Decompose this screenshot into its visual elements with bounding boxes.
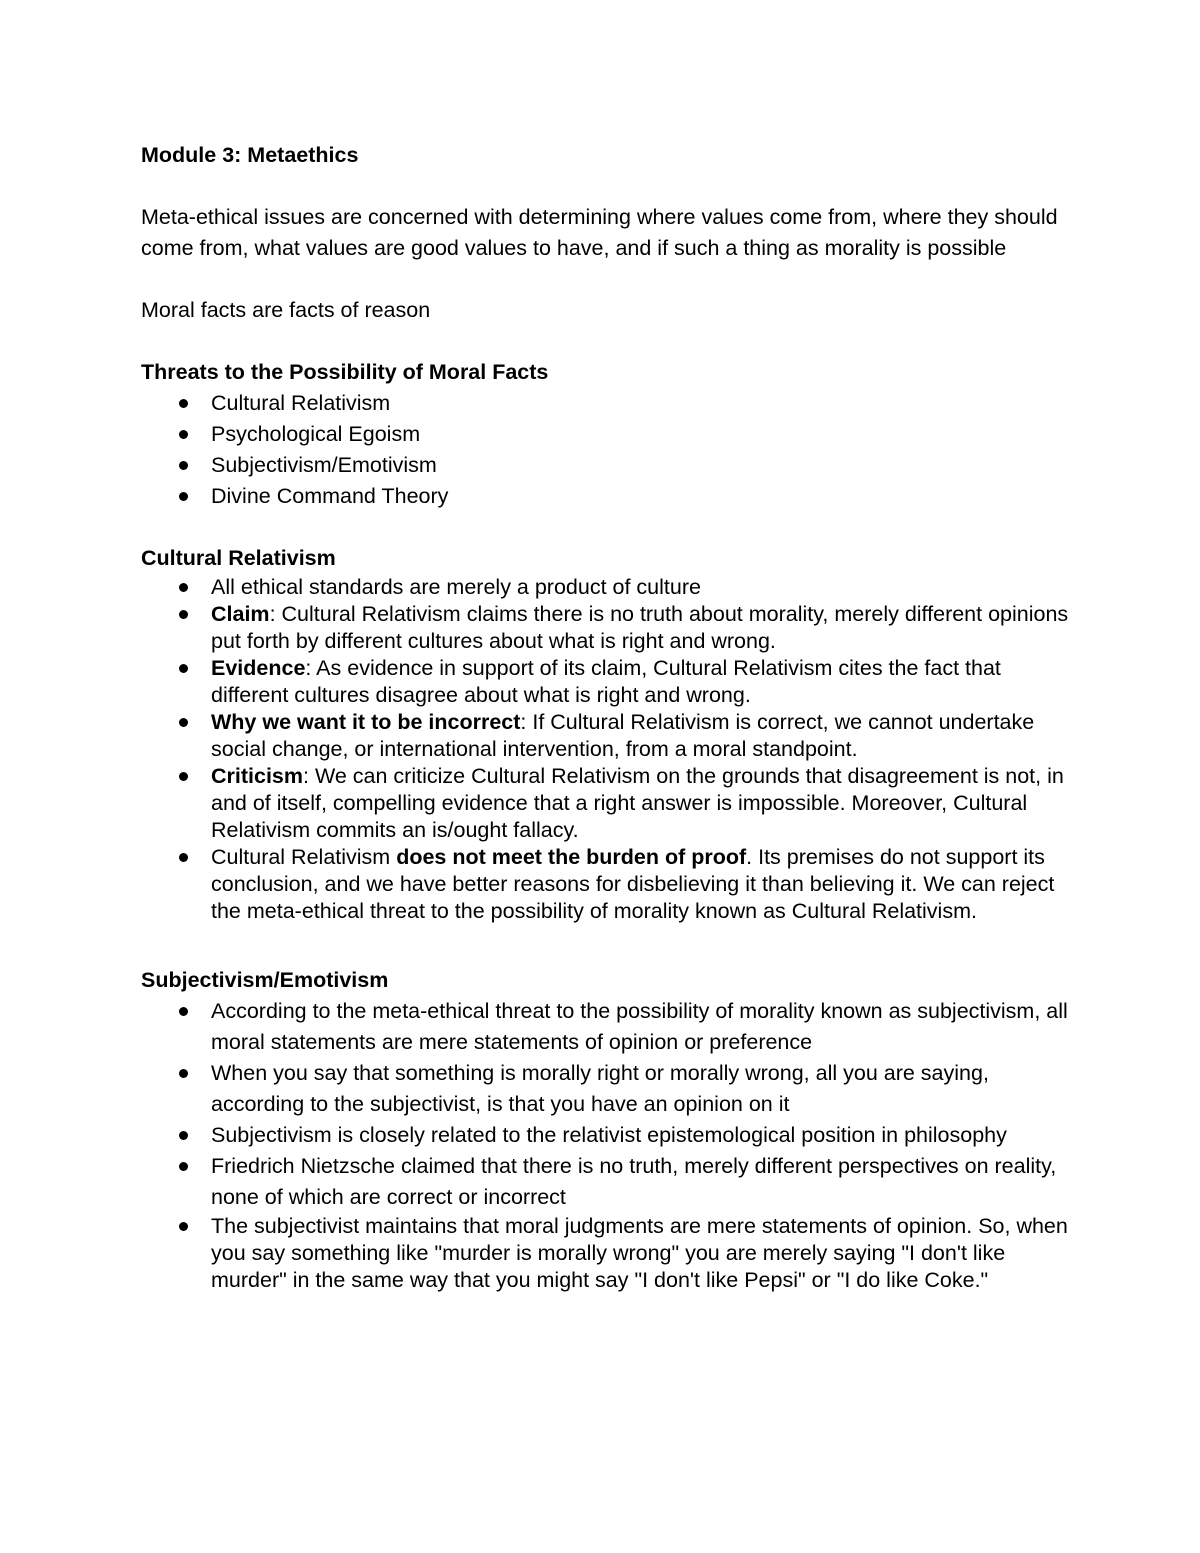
bullet-icon <box>179 664 188 673</box>
bullet-icon <box>179 718 188 727</box>
criticism-label: Criticism <box>211 764 304 788</box>
bullet-icon <box>179 853 188 862</box>
bullet-icon <box>179 1162 188 1171</box>
list-item: The subjectivist maintains that moral judgments are mere statements of opinion. So, when you say something like "murder is morally wrong" you are merely saying "I don't like murder" in the same way that you might say "I don't like Pepsi" or "I do like Coke." <box>141 1213 1071 1294</box>
bullet-icon <box>179 1222 188 1231</box>
list-item: All ethical standards are merely a product of culture <box>141 574 1071 601</box>
threats-heading: Threats to the Possibility of Moral Facts <box>141 360 549 384</box>
bullet-icon <box>179 583 188 592</box>
list-item: Cultural Relativism <box>141 388 1071 419</box>
cultural-relativism-heading: Cultural Relativism <box>141 546 336 570</box>
bullet-icon <box>179 399 188 408</box>
list-item: According to the meta-ethical threat to the possibility of morality known as subjectivism, all moral statements are mere statements of opinion or preference <box>141 996 1071 1058</box>
list-item: Subjectivism is closely related to the relativist epistemological position in philosophy <box>141 1120 1071 1151</box>
bullet-icon <box>179 1069 188 1078</box>
intro-paragraph: Meta-ethical issues are concerned with determining where values come from, where they should come from, what values are good values to have, and if such a thing as morality is possible <box>141 205 1058 260</box>
why-label: Why we want it to be incorrect <box>211 710 521 734</box>
list-item: When you say that something is morally right or morally wrong, all you are saying, according to the subjectivist, is that you have an opinion on it <box>141 1058 1071 1120</box>
bullet-icon <box>179 610 188 619</box>
list-item: Subjectivism/Emotivism <box>141 450 1071 481</box>
bullet-icon <box>179 772 188 781</box>
bullet-icon <box>179 461 188 470</box>
list-item: Divine Command Theory <box>141 481 1071 512</box>
moral-facts-paragraph: Moral facts are facts of reason <box>141 298 431 322</box>
bullet-icon <box>179 430 188 439</box>
bullet-icon <box>179 1007 188 1016</box>
subjectivism-list <box>141 996 1071 1213</box>
bullet-icon <box>179 1131 188 1140</box>
list-item: Psychological Egoism <box>141 419 1071 450</box>
list-item: Criticism: We can criticize Cultural Relativism on the grounds that disagreement is not, in and of itself, compelling evidence that a right answer is impossible. Moreover, Cultural Relativism commits an is/ought fallacy. <box>141 763 1071 844</box>
list-item: Why we want it to be incorrect: If Cultural Relativism is correct, we cannot undertake social change, or international intervention, from a moral standpoint. <box>141 709 1071 763</box>
burden-label: does not meet the burden of proof <box>396 845 747 869</box>
list-item: Cultural Relativism does not meet the burden of proof. Its premises do not support its conclusion, and we have better reasons for disbelieving it than believing it. We can reject the meta-ethical threat to the possibility of morality known as Cultural Relativism. <box>141 844 1071 925</box>
cultural-relativism-list <box>141 574 1071 925</box>
bullet-icon <box>179 492 188 501</box>
list-item: Claim: Cultural Relativism claims there is no truth about morality, merely different opinions put forth by different cultures about what is right and wrong. <box>141 601 1071 655</box>
page-title: Module 3: Metaethics <box>141 143 359 167</box>
list-item: Evidence: As evidence in support of its claim, Cultural Relativism cites the fact that different cultures disagree about what is right and wrong. <box>141 655 1071 709</box>
threats-list <box>141 388 1071 512</box>
subjectivism-list-last <box>141 1213 1071 1294</box>
claim-label: Claim <box>211 602 270 626</box>
list-item: Friedrich Nietzsche claimed that there is no truth, merely different perspectives on reality, none of which are correct or incorrect <box>141 1151 1071 1213</box>
evidence-label: Evidence <box>211 656 306 680</box>
document-page <box>141 140 1071 1294</box>
subjectivism-heading: Subjectivism/Emotivism <box>141 968 389 992</box>
